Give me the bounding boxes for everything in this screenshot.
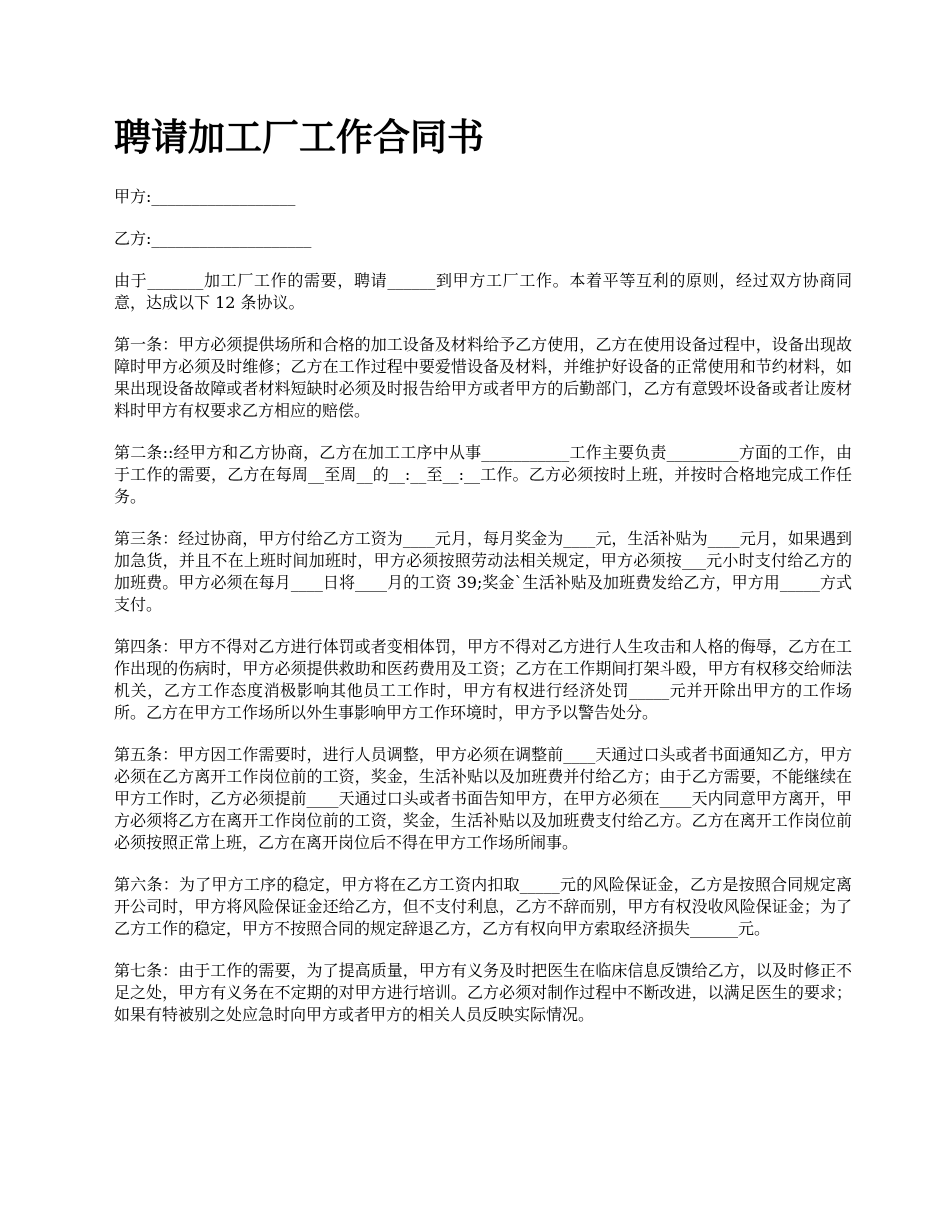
article-1: 第一条：甲方必须提供场所和合格的加工设备及材料给予乙方使用，乙方在使用设备过程中，设备出现故障时甲方必须及时维修；乙方在工作过程中要爱惜设备及材料，并维护好设备的正常使用和节约材料，如果出现设备故障或者材料短缺时必须及时报告给甲方或者甲方的后勤部门，乙方有意毁坏设备或者让废材料时甲方有权要求乙方相应的赔偿。 <box>114 335 852 420</box>
contract-document <box>114 112 852 1046</box>
article-6: 第六条：为了甲方工序的稳定，甲方将在乙方工资内扣取_____元的风险保证金，乙方是按照合同规定离开公司时，甲方将风险保证金还给乙方，但不支付利息，乙方不辞而别，甲方有权没收风险保证金；为了乙方工作的稳定，甲方不按照合同的规定辞退乙方，乙方有权向甲方索取经济损失______元。 <box>114 875 852 938</box>
article-5: 第五条：甲方因工作需要时，进行人员调整，甲方必须在调整前____天通过口头或者书面通知乙方，甲方必须在乙方离开工作岗位前的工资，奖金，生活补贴以及加班费并付给乙方；由于乙方需要，不能继续在甲方工作时，乙方必须提前____天通过口头或者书面告知甲方，在甲方必须在____天内同意甲方离开，甲方必须将乙方在离开工作岗位前的工资，奖金，生活补贴以及加班费支付给乙方。乙方在离开工作岗位前必须按照正常上班，乙方在离开岗位后不得在甲方工作场所闹事。 <box>114 745 852 852</box>
party-b-line: 乙方:____________________ <box>114 229 312 248</box>
party-a-line: 甲方:__________________ <box>114 187 296 206</box>
page-title: 聘请加工厂工作合同书 <box>114 115 484 159</box>
article-3: 第三条：经过协商，甲方付给乙方工资为____元月，每月奖金为____元，生活补贴为____元月，如果遇到加急货，并且不在上班时间加班时，甲方必须按照劳动法相关规定，甲方必须按___元小时支付给乙方的加班费。甲方必须在每月____日将____月的工资 39;奖金`生活补贴及加班费发给乙方，甲方用_____方式支付。 <box>114 529 852 614</box>
intro-paragraph: 由于_______加工厂工作的需要，聘请______到甲方工厂工作。本着平等互利的原则，经过双方协商同意，达成以下 12 条协议。 <box>114 271 852 312</box>
article-4: 第四条：甲方不得对乙方进行体罚或者变相体罚，甲方不得对乙方进行人生攻击和人格的侮辱，乙方在工作出现的伤病时，甲方必须提供救助和医药费用及工资；乙方在工作期间打架斗殴，甲方有权移交给师法机关，乙方工作态度消极影响其他员工工作时，甲方有权进行经济处罚_____元并开除出甲方的工作场所。乙方在甲方工作场所以外生事影响甲方工作环境时，甲方予以警告处分。 <box>114 637 852 722</box>
article-2: 第二条::经甲方和乙方协商，乙方在加工工序中从事___________工作主要负责_________方面的工作，由于工作的需要，乙方在每周__至周__的__:__至__:__工作。乙方必须按时上班，并按时合格地完成工作任务。 <box>114 443 852 506</box>
article-7: 第七条：由于工作的需要，为了提高质量，甲方有义务及时把医生在临床信息反馈给乙方，以及时修正不足之处，甲方有义务在不定期的对甲方进行培训。乙方必须对制作过程中不断改进，以满足医生的要求；如果有特被别之处应急时向甲方或者甲方的相关人员反映实际情况。 <box>114 961 852 1024</box>
